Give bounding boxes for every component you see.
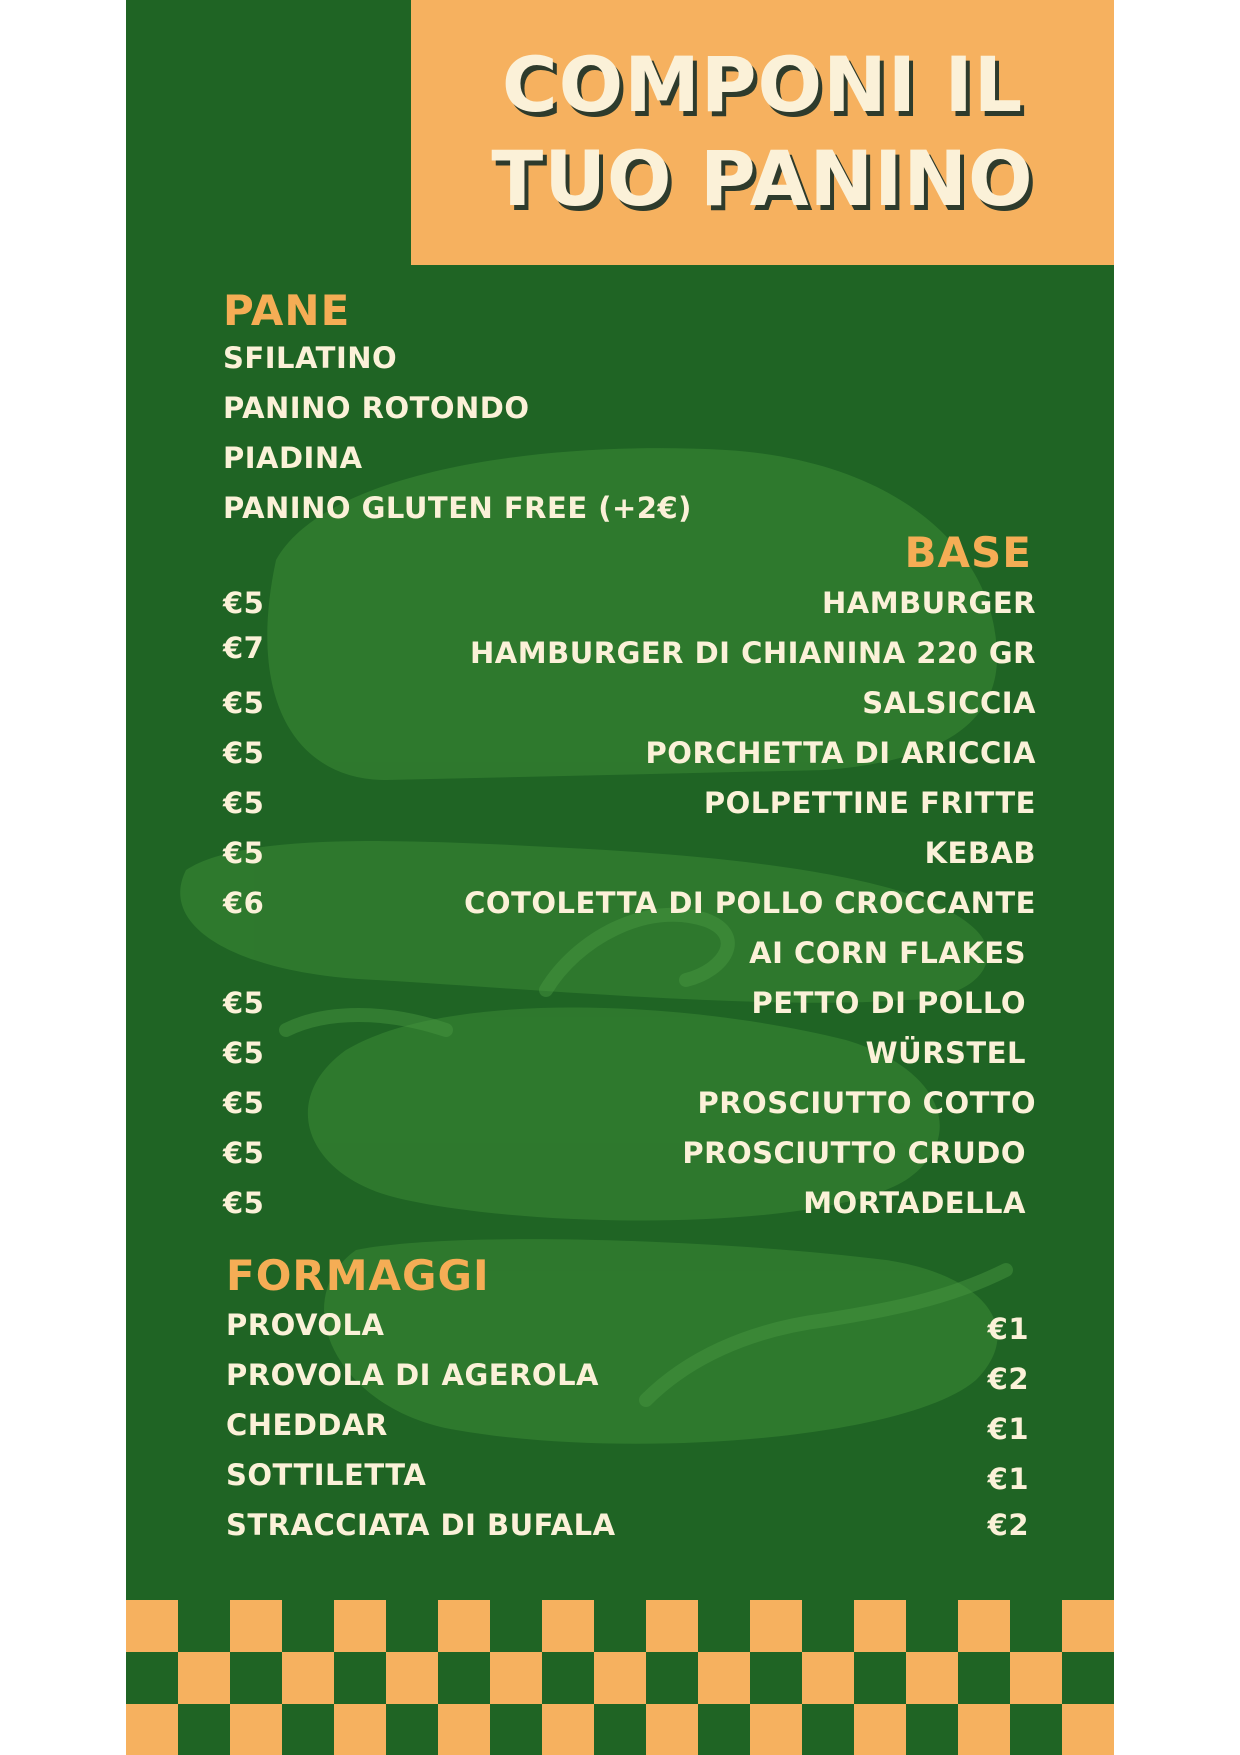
checker-square [906, 1652, 958, 1704]
pane-item: PIADINA [223, 441, 363, 475]
checker-square [698, 1704, 750, 1755]
base-price: €5 [223, 1086, 265, 1120]
base-item-name: HAMBURGER [822, 586, 1036, 620]
checker-square [854, 1600, 906, 1652]
base-price: €5 [223, 586, 265, 620]
checker-square [230, 1652, 282, 1704]
base-price: €5 [223, 836, 265, 870]
checker-square [646, 1652, 698, 1704]
checker-square [334, 1600, 386, 1652]
checker-square [802, 1704, 854, 1755]
checker-square [1062, 1600, 1114, 1652]
base-item-name: AI CORN FLAKES [749, 936, 1026, 970]
checker-square [854, 1652, 906, 1704]
checker-square [282, 1704, 334, 1755]
checker-square [1010, 1704, 1062, 1755]
checker-square [386, 1704, 438, 1755]
checker-square [594, 1652, 646, 1704]
base-item-name: SALSICCIA [862, 686, 1036, 720]
checker-square [1010, 1600, 1062, 1652]
checker-square [230, 1704, 282, 1755]
checker-square [1062, 1652, 1114, 1704]
checker-square [438, 1704, 490, 1755]
checker-square [126, 1600, 178, 1652]
checker-square [438, 1652, 490, 1704]
formaggi-item-name: SOTTILETTA [226, 1458, 427, 1492]
base-item-name: PORCHETTA DI ARICCIA [645, 736, 1036, 770]
checker-square [542, 1600, 594, 1652]
base-price: €7 [223, 631, 265, 665]
base-price: €5 [223, 1036, 265, 1070]
formaggi-price: €1 [987, 1412, 1029, 1446]
base-price: €6 [223, 886, 265, 920]
checker-square [646, 1600, 698, 1652]
checker-square [698, 1600, 750, 1652]
title-line-1: COMPONI IL [501, 40, 1024, 129]
checker-square [178, 1652, 230, 1704]
checker-square [178, 1704, 230, 1755]
checker-square [334, 1652, 386, 1704]
checker-square [542, 1652, 594, 1704]
base-item-name: COTOLETTA DI POLLO CROCCANTE [464, 886, 1036, 920]
base-price: €5 [223, 786, 265, 820]
checker-square [334, 1704, 386, 1755]
base-item-name: WÜRSTEL [865, 1036, 1026, 1070]
checker-square [1010, 1652, 1062, 1704]
base-price: €5 [223, 986, 265, 1020]
checker-square [750, 1704, 802, 1755]
formaggi-item-name: PROVOLA DI AGEROLA [226, 1358, 599, 1392]
checker-square [386, 1652, 438, 1704]
checker-square [490, 1600, 542, 1652]
checker-square [802, 1600, 854, 1652]
base-price: €5 [223, 1136, 265, 1170]
formaggi-item-name: PROVOLA [226, 1308, 385, 1342]
pane-heading: PANE [223, 286, 351, 335]
checker-square [594, 1600, 646, 1652]
base-price: €5 [223, 1186, 265, 1220]
base-heading: BASE [904, 528, 1032, 577]
formaggi-item-name: CHEDDAR [226, 1408, 388, 1442]
formaggi-price: €2 [987, 1508, 1029, 1542]
base-item-name: MORTADELLA [803, 1186, 1026, 1220]
formaggi-price: €1 [987, 1462, 1029, 1496]
checker-square [854, 1704, 906, 1755]
base-item-name: PETTO DI POLLO [751, 986, 1026, 1020]
checker-square [750, 1600, 802, 1652]
formaggi-item-name: STRACCIATA DI BUFALA [226, 1508, 616, 1542]
base-price: €5 [223, 736, 265, 770]
checker-square [958, 1704, 1010, 1755]
pane-item: PANINO GLUTEN FREE (+2€) [223, 491, 692, 525]
checker-square [230, 1600, 282, 1652]
checkerboard-footer [126, 1600, 1114, 1755]
base-item-name: KEBAB [924, 836, 1036, 870]
checker-square [438, 1600, 490, 1652]
checker-square [282, 1600, 334, 1652]
formaggi-price: €1 [987, 1312, 1029, 1346]
checker-square [802, 1652, 854, 1704]
checker-square [646, 1704, 698, 1755]
checker-square [750, 1652, 802, 1704]
checker-square [698, 1652, 750, 1704]
checker-square [906, 1704, 958, 1755]
formaggi-heading: FORMAGGI [226, 1251, 490, 1300]
checker-square [126, 1704, 178, 1755]
menu-poster [126, 0, 1114, 1755]
base-item-name: PROSCIUTTO COTTO [697, 1086, 1036, 1120]
checker-square [386, 1600, 438, 1652]
checker-square [490, 1704, 542, 1755]
title-line-2: TUO PANINO [491, 134, 1034, 223]
checker-square [1062, 1704, 1114, 1755]
pane-item: SFILATINO [223, 341, 398, 375]
checker-square [178, 1600, 230, 1652]
base-item-name: PROSCIUTTO CRUDO [682, 1136, 1026, 1170]
base-price: €5 [223, 686, 265, 720]
formaggi-price: €2 [987, 1362, 1029, 1396]
checker-square [958, 1600, 1010, 1652]
checker-square [542, 1704, 594, 1755]
checker-square [126, 1652, 178, 1704]
checker-square [958, 1652, 1010, 1704]
page-title [411, 38, 1114, 226]
title-banner [411, 0, 1114, 265]
pane-item: PANINO ROTONDO [223, 391, 530, 425]
checker-square [906, 1600, 958, 1652]
base-item-name: POLPETTINE FRITTE [703, 786, 1036, 820]
base-item-name: HAMBURGER DI CHIANINA 220 GR [470, 636, 1036, 670]
checker-square [282, 1652, 334, 1704]
checker-square [594, 1704, 646, 1755]
checker-square [490, 1652, 542, 1704]
